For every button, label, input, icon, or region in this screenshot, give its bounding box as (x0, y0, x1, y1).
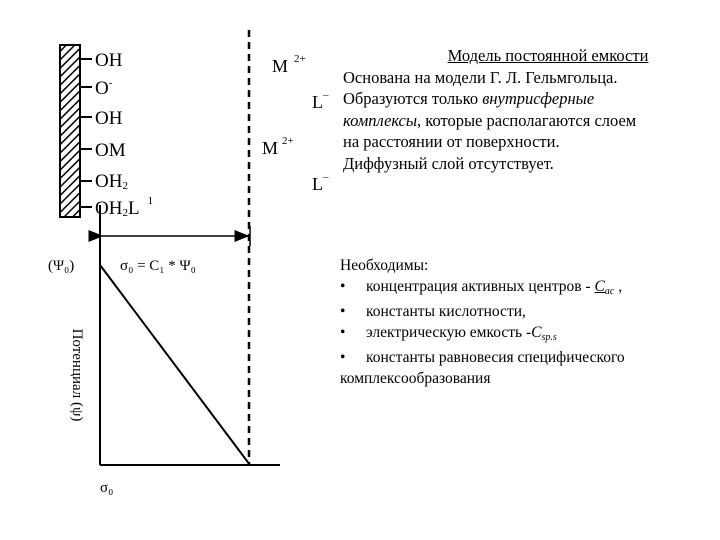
y-axis-tick-label: (Ψ₀) (48, 258, 75, 274)
surface-group-2: O- (95, 77, 113, 99)
model-emphasis-complexes: комплексы (343, 110, 418, 130)
requirement-item-1: • концентрация активных центров - $C_{ac}$ , (340, 277, 623, 297)
model-line-4: на расстоянии от поверхности. (343, 132, 560, 151)
surface-group-3: OH (95, 108, 123, 129)
bullet: • (340, 303, 346, 320)
model-line-3: комплексы, которые располагаются слоем (343, 110, 637, 130)
requirements-heading: Необходимы: (340, 257, 429, 274)
model-emphasis-inner-sphere: внутрисферные (482, 89, 595, 108)
model-line-2: Образуются только внутрисферные (343, 89, 595, 108)
surface-ticks (80, 59, 92, 207)
requirements-list (340, 256, 715, 389)
model-description (343, 45, 720, 174)
metal-ion-1: M $^{2+}$ (272, 53, 306, 76)
bullet: • (340, 349, 346, 366)
model-title: Модель постоянной емкости (447, 46, 649, 65)
surface-group-1: OH (95, 50, 123, 71)
bullet: • (340, 323, 346, 341)
equation-label: σ₀ = C₁ * Ψ₀ (120, 258, 196, 274)
metal-ion-2: M $^{2+}$ (262, 135, 294, 158)
y-axis-label: Потенциал (ψ) (69, 328, 85, 422)
surface-group-5: OH2 (95, 171, 128, 192)
requirement-item-4-continued: комплексообразования (340, 369, 491, 387)
x-axis-label: σ₀ (100, 480, 114, 496)
potential-chart (48, 205, 280, 496)
requirement-item-2: • константы кислотности, (340, 302, 715, 323)
ligand-ion-2: L– (312, 171, 329, 194)
solid-surface (60, 45, 80, 217)
potential-line-series (100, 265, 250, 465)
surface-group-6: OH2L $^1$ (95, 195, 154, 219)
model-line-1: Основана на модели Г. Л. Гельмгольца. (343, 67, 618, 87)
requirement-item-3: • электрическую емкость $-C_{sp.s}$ (340, 323, 557, 343)
ligand-ion-1: L– (312, 89, 329, 112)
model-line-5: Диффузный слой отсутствует. (343, 153, 554, 173)
requirement-item-4: • константы равновесия специфического (340, 348, 715, 369)
surface-group-4: OM (95, 140, 126, 161)
bullet: • (340, 277, 346, 295)
